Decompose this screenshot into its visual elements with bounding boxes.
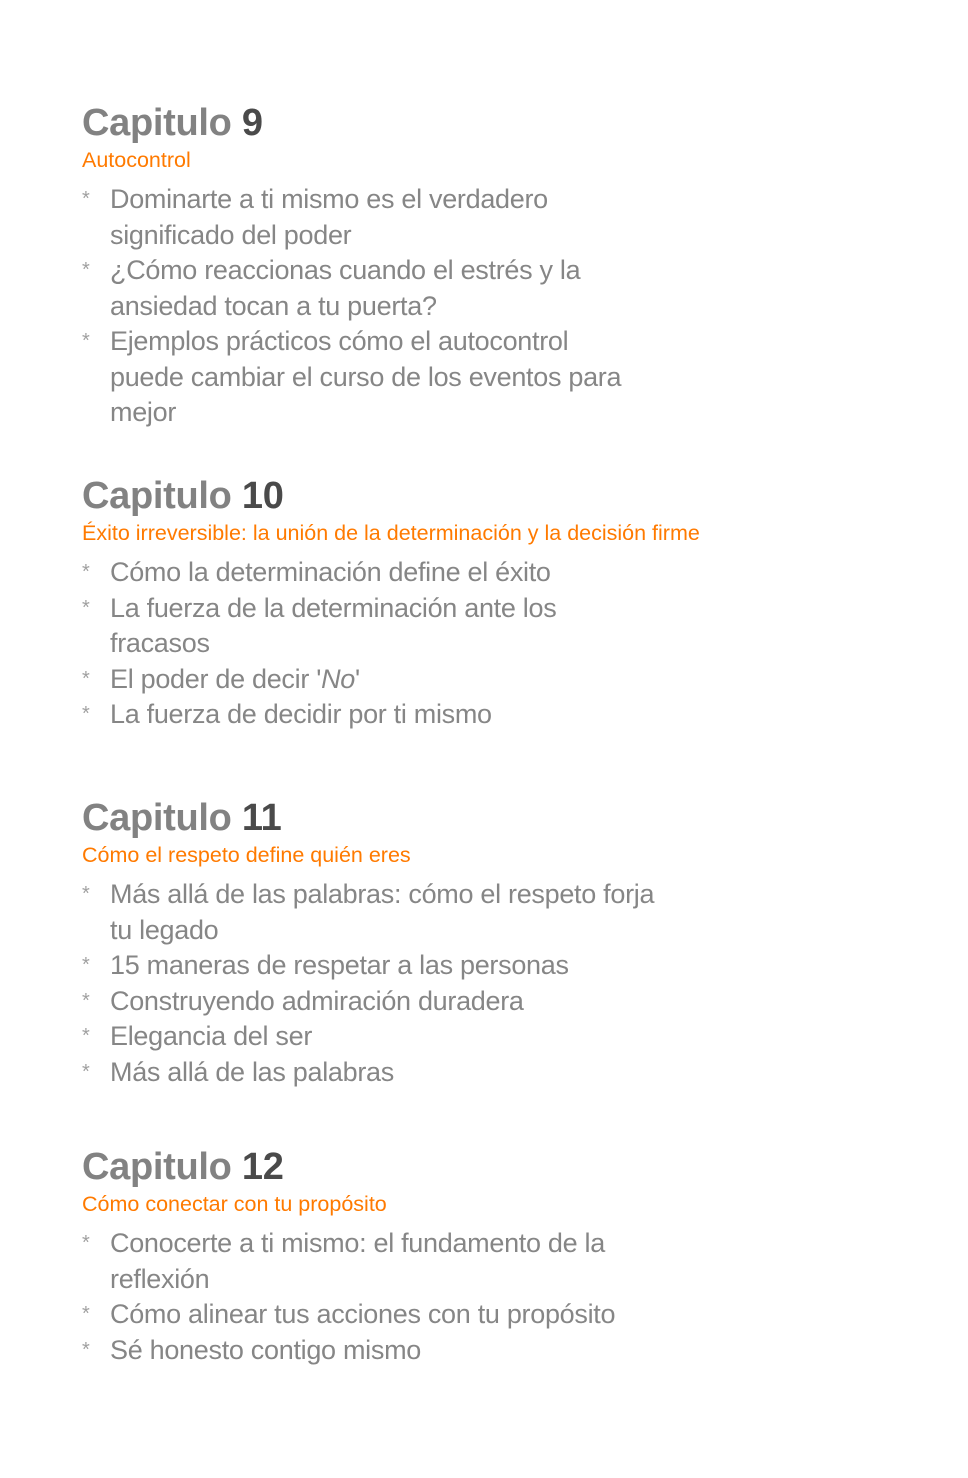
asterisk-bullet-icon: * bbox=[82, 883, 90, 905]
asterisk-bullet-icon: * bbox=[82, 667, 90, 690]
list-item-text: Sé honesto contigo mismo bbox=[110, 1334, 421, 1365]
chapter-label: Capitulo bbox=[82, 475, 232, 517]
list-item bbox=[82, 1333, 942, 1369]
asterisk-bullet-icon: * bbox=[82, 703, 90, 725]
topic-list bbox=[82, 877, 942, 1090]
asterisk-bullet-icon: * bbox=[82, 596, 90, 619]
list-item bbox=[82, 253, 942, 324]
asterisk-bullet-icon: * bbox=[82, 954, 90, 976]
list-item bbox=[82, 877, 942, 948]
list-item bbox=[82, 697, 942, 733]
chapter-label: Capitulo bbox=[82, 1146, 232, 1188]
emphasis: No bbox=[321, 663, 355, 694]
list-item bbox=[82, 984, 942, 1020]
list-item-text: Construyendo admiración duradera bbox=[110, 985, 524, 1016]
list-item-text: 15 maneras de respetar a las personas bbox=[110, 950, 569, 980]
topic-list bbox=[82, 555, 942, 733]
asterisk-bullet-icon: * bbox=[82, 989, 90, 1012]
list-item bbox=[82, 662, 942, 698]
chapter-title bbox=[82, 101, 942, 145]
chapter-number: 11 bbox=[241, 797, 282, 839]
list-item bbox=[82, 1019, 942, 1055]
chapter-title bbox=[82, 474, 942, 518]
asterisk-bullet-icon: * bbox=[82, 1060, 90, 1083]
list-item-text: Dominarte a ti mismo es el verdadero significado del poder bbox=[110, 184, 548, 250]
list-item bbox=[82, 591, 942, 662]
list-item-text: El poder de decir 'No' bbox=[110, 663, 360, 694]
chapter-number: 9 bbox=[241, 102, 263, 144]
chapter-number: 12 bbox=[241, 1146, 284, 1188]
chapter-subtitle: Autocontrol bbox=[82, 148, 191, 172]
list-item-text: Cómo alinear tus acciones con tu propósito bbox=[110, 1299, 616, 1329]
chapter-subtitle: Éxito irreversible: la unión de la determinación y la decisión firme bbox=[82, 521, 700, 545]
list-item-text: Ejemplos prácticos cómo el autocontrol puede cambiar el curso de los eventos para mejor bbox=[110, 326, 622, 427]
chapter-10 bbox=[82, 474, 942, 733]
asterisk-bullet-icon: * bbox=[82, 188, 90, 210]
topic-list bbox=[82, 182, 942, 431]
asterisk-bullet-icon: * bbox=[82, 1303, 90, 1325]
chapter-11 bbox=[82, 796, 942, 1090]
list-item-text: ¿Cómo reaccionas cuando el estrés y la ansiedad tocan a tu puerta? bbox=[110, 255, 581, 321]
asterisk-bullet-icon: * bbox=[82, 259, 90, 281]
list-item bbox=[82, 1297, 942, 1333]
chapter-subtitle: Cómo el respeto define quién eres bbox=[82, 843, 411, 867]
asterisk-bullet-icon: * bbox=[82, 561, 90, 583]
list-item-text: Cómo la determinación define el éxito bbox=[110, 557, 551, 587]
asterisk-bullet-icon: * bbox=[82, 330, 90, 352]
list-item-text: La fuerza de decidir por ti mismo bbox=[110, 699, 492, 729]
list-item-text: Conocerte a ti mismo: el fundamento de la reflexión bbox=[110, 1228, 605, 1294]
topic-list bbox=[82, 1226, 942, 1368]
asterisk-bullet-icon: * bbox=[82, 1025, 90, 1047]
list-item bbox=[82, 324, 942, 431]
list-item bbox=[82, 182, 942, 253]
list-item bbox=[82, 1226, 942, 1297]
chapter-label: Capitulo bbox=[82, 797, 232, 839]
list-item bbox=[82, 555, 942, 591]
list-item-text: Más allá de las palabras bbox=[110, 1056, 394, 1087]
list-item-text: Más allá de las palabras: cómo el respeto forja tu legado bbox=[110, 879, 655, 945]
list-item bbox=[82, 948, 942, 984]
chapter-title bbox=[82, 796, 942, 840]
chapter-subtitle: Cómo conectar con tu propósito bbox=[82, 1192, 387, 1216]
chapter-title bbox=[82, 1145, 942, 1189]
asterisk-bullet-icon: * bbox=[82, 1232, 90, 1254]
list-item bbox=[82, 1055, 942, 1091]
list-item-text: Elegancia del ser bbox=[110, 1021, 313, 1051]
list-item-text: La fuerza de la determinación ante los fracasos bbox=[110, 592, 557, 658]
chapter-label: Capitulo bbox=[82, 102, 232, 144]
chapter-number: 10 bbox=[241, 475, 284, 517]
chapter-9 bbox=[82, 101, 942, 431]
asterisk-bullet-icon: * bbox=[82, 1338, 90, 1361]
chapter-12 bbox=[82, 1145, 942, 1368]
